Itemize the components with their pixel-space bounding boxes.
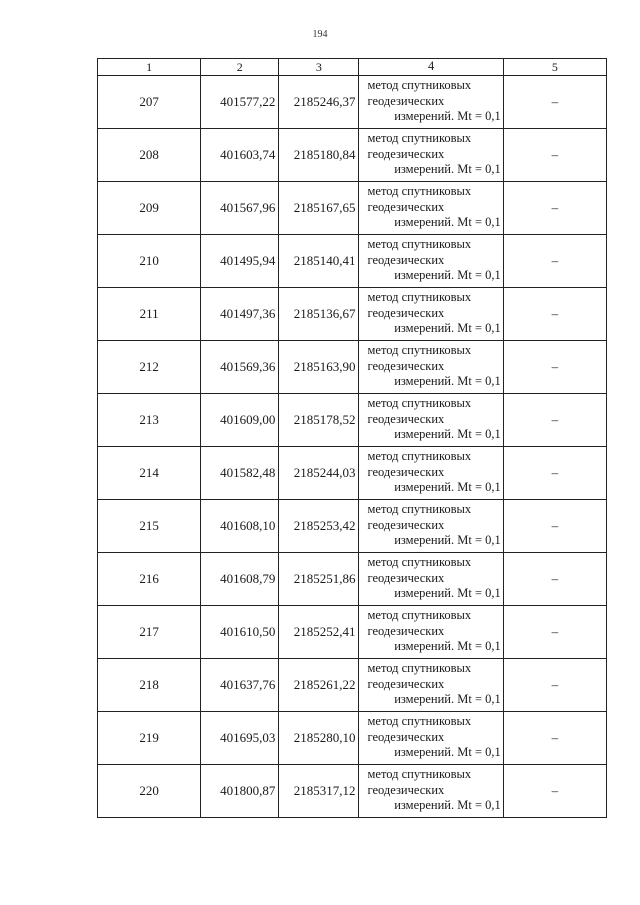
note-cell: – [503,711,606,764]
method-line: измерений. Mt = 0,1 [394,798,501,813]
method-cell [359,393,503,446]
point-number-cell: 209 [98,181,201,234]
y-coordinate-cell: 2185178,52 [279,393,359,446]
method-line: метод спутниковых [367,290,472,305]
method-line: измерений. Mt = 0,1 [394,268,501,283]
point-number-cell: 211 [98,287,201,340]
method-cell [359,499,503,552]
x-coordinate-cell: 401577,22 [201,75,279,128]
table-row [98,605,607,658]
y-coordinate-cell: 2185261,22 [279,658,359,711]
x-coordinate-cell: 401637,76 [201,658,279,711]
table-row [98,234,607,287]
method-cell [359,75,503,128]
method-line: метод спутниковых [367,767,472,782]
y-coordinate-cell: 2185167,65 [279,181,359,234]
method-line: измерений. Mt = 0,1 [394,109,501,124]
method-line: геодезических [367,782,445,797]
method-line: геодезических [367,570,445,585]
point-number-cell: 218 [98,658,201,711]
table-row [98,658,607,711]
method-line: геодезических [367,517,445,532]
note-cell: – [503,287,606,340]
method-line: геодезических [367,305,445,320]
method-line: измерений. Mt = 0,1 [394,745,501,760]
method-line: измерений. Mt = 0,1 [394,162,501,177]
method-line: геодезических [367,729,445,744]
y-coordinate-cell: 2185244,03 [279,446,359,499]
table-row [98,128,607,181]
x-coordinate-cell: 401695,03 [201,711,279,764]
x-coordinate-cell: 401608,10 [201,499,279,552]
x-coordinate-cell: 401603,74 [201,128,279,181]
note-cell: – [503,75,606,128]
x-coordinate-cell: 401608,79 [201,552,279,605]
method-line: измерений. Mt = 0,1 [394,427,501,442]
note-cell: – [503,446,606,499]
method-line: геодезических [367,199,445,214]
method-line: геодезических [367,411,445,426]
method-cell [359,658,503,711]
point-number-cell: 215 [98,499,201,552]
method-cell [359,181,503,234]
method-line: геодезических [367,93,445,108]
coordinates-table-body [98,59,607,818]
note-cell: – [503,234,606,287]
method-line: измерений. Mt = 0,1 [394,215,501,230]
method-line: измерений. Mt = 0,1 [394,692,501,707]
method-line: метод спутниковых [367,184,472,199]
method-line: метод спутниковых [367,343,472,358]
method-line: метод спутниковых [367,396,472,411]
x-coordinate-cell: 401497,36 [201,287,279,340]
y-coordinate-cell: 2185180,84 [279,128,359,181]
table-row [98,287,607,340]
point-number-cell: 217 [98,605,201,658]
method-line: метод спутниковых [367,449,472,464]
x-coordinate-cell: 401582,48 [201,446,279,499]
note-cell: – [503,552,606,605]
y-coordinate-cell: 2185246,37 [279,75,359,128]
y-coordinate-cell: 2185317,12 [279,764,359,817]
method-line: геодезических [367,623,445,638]
y-coordinate-cell: 2185163,90 [279,340,359,393]
x-coordinate-cell: 401569,36 [201,340,279,393]
note-cell: – [503,181,606,234]
method-line: геодезических [367,252,445,267]
note-cell: – [503,393,606,446]
method-line: геодезических [367,464,445,479]
x-coordinate-cell: 401609,00 [201,393,279,446]
page-number: 194 [312,29,328,40]
x-coordinate-cell: 401567,96 [201,181,279,234]
y-coordinate-cell: 2185280,10 [279,711,359,764]
method-line: измерений. Mt = 0,1 [394,533,501,548]
header-col-4: 4 [359,59,503,76]
table-row [98,499,607,552]
point-number-cell: 216 [98,552,201,605]
method-line: метод спутниковых [367,131,472,146]
note-cell: – [503,605,606,658]
header-col-3: 3 [279,59,359,76]
method-cell [359,552,503,605]
method-line: геодезических [367,676,445,691]
point-number-cell: 214 [98,446,201,499]
table-row [98,446,607,499]
table-row [98,393,607,446]
table-row [98,75,607,128]
x-coordinate-cell: 401495,94 [201,234,279,287]
method-line: метод спутниковых [367,555,472,570]
note-cell: – [503,128,606,181]
method-line: метод спутниковых [367,502,472,517]
method-cell [359,711,503,764]
method-line: измерений. Mt = 0,1 [394,639,501,654]
point-number-cell: 213 [98,393,201,446]
method-line: измерений. Mt = 0,1 [394,321,501,336]
point-number-cell: 208 [98,128,201,181]
method-cell [359,128,503,181]
method-cell [359,234,503,287]
method-line: измерений. Mt = 0,1 [394,480,501,495]
method-line: метод спутниковых [367,661,472,676]
note-cell: – [503,764,606,817]
table-row [98,552,607,605]
header-col-1: 1 [98,59,201,76]
method-line: метод спутниковых [367,237,472,252]
method-line: геодезических [367,146,445,161]
point-number-cell: 220 [98,764,201,817]
note-cell: – [503,499,606,552]
method-cell [359,764,503,817]
method-cell [359,287,503,340]
table-header-row [98,59,607,76]
method-line: метод спутниковых [367,608,472,623]
coordinates-table [97,58,607,818]
y-coordinate-cell: 2185252,41 [279,605,359,658]
method-cell [359,605,503,658]
y-coordinate-cell: 2185136,67 [279,287,359,340]
point-number-cell: 210 [98,234,201,287]
method-line: геодезических [367,358,445,373]
header-col-2: 2 [201,59,279,76]
table-row [98,764,607,817]
table-row [98,181,607,234]
note-cell: – [503,658,606,711]
method-line: метод спутниковых [367,78,472,93]
method-line: измерений. Mt = 0,1 [394,586,501,601]
method-cell [359,446,503,499]
y-coordinate-cell: 2185140,41 [279,234,359,287]
y-coordinate-cell: 2185253,42 [279,499,359,552]
table-row [98,340,607,393]
table-row [98,711,607,764]
x-coordinate-cell: 401800,87 [201,764,279,817]
x-coordinate-cell: 401610,50 [201,605,279,658]
method-line: метод спутниковых [367,714,472,729]
point-number-cell: 212 [98,340,201,393]
y-coordinate-cell: 2185251,86 [279,552,359,605]
note-cell: – [503,340,606,393]
method-line: измерений. Mt = 0,1 [394,374,501,389]
method-cell [359,340,503,393]
point-number-cell: 219 [98,711,201,764]
header-col-5: 5 [503,59,606,76]
point-number-cell: 207 [98,75,201,128]
